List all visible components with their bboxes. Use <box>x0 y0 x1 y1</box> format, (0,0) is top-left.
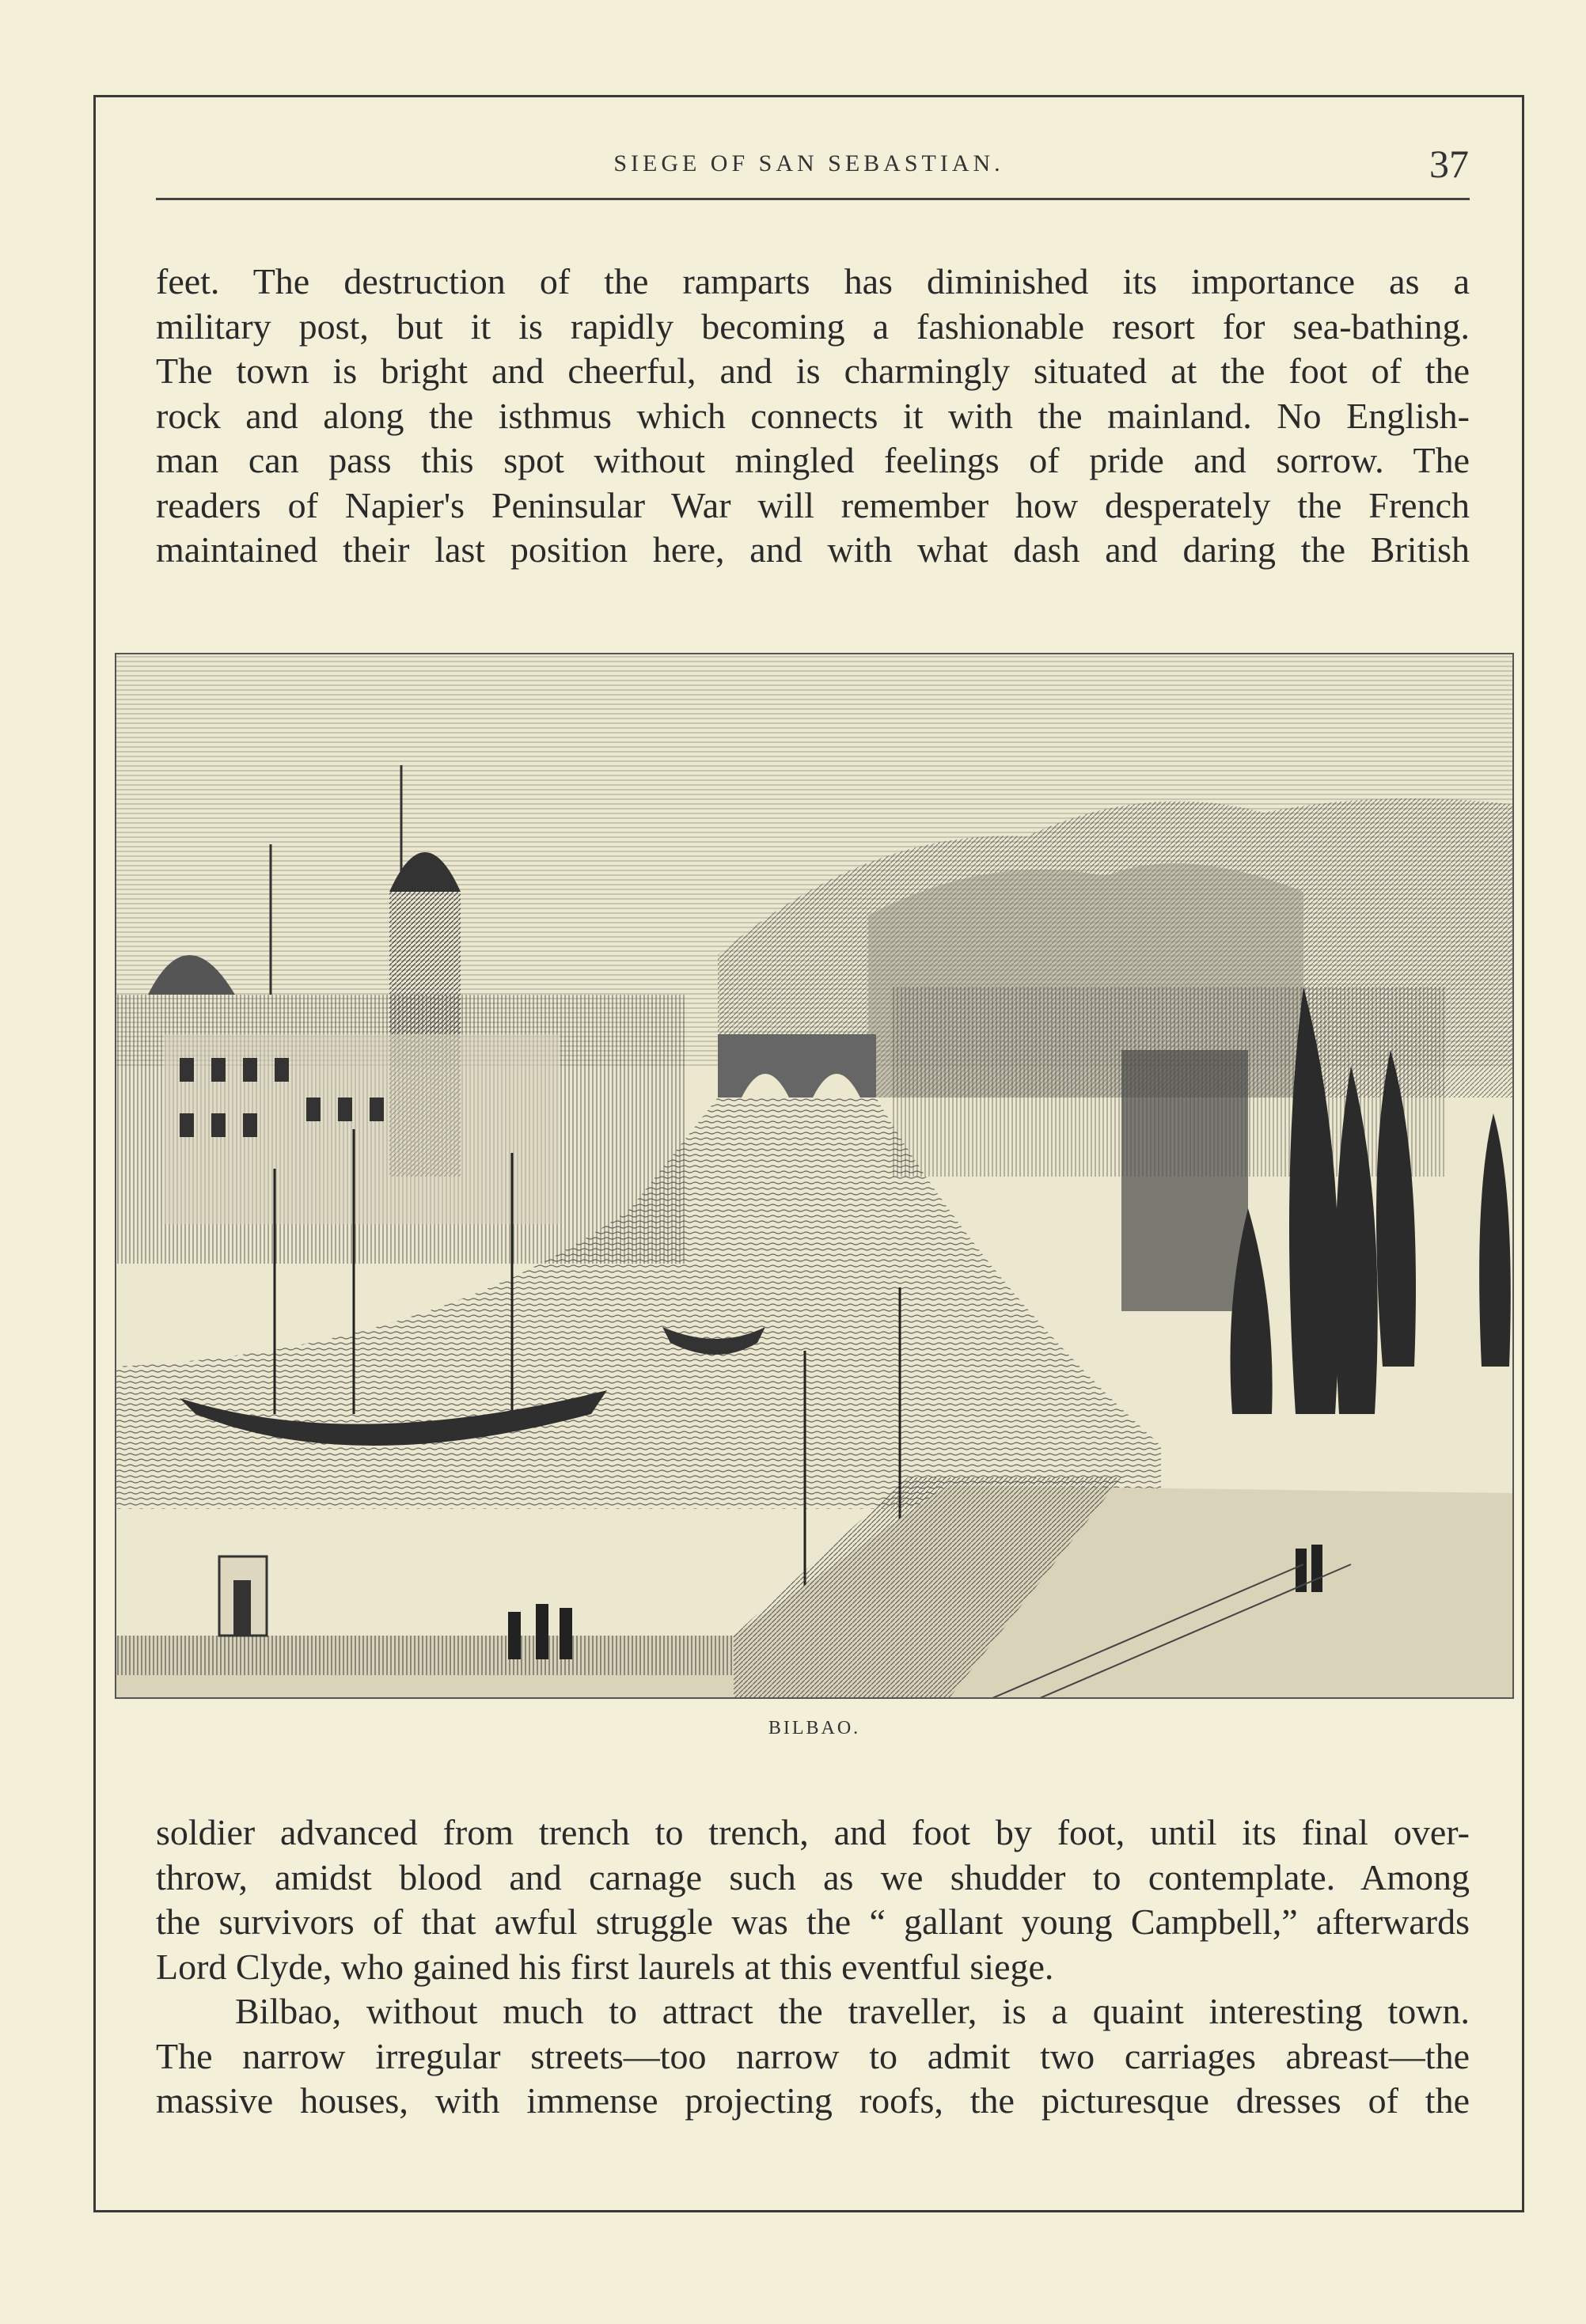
running-head <box>93 141 1524 188</box>
page-number: 37 <box>1429 142 1469 186</box>
text-line: readers of Napier's Peninsular War will remember how desperately the French <box>156 484 1470 525</box>
text-line: The narrow irregular streets—too narrow to admit two carriages abreast—the <box>156 2035 1470 2076</box>
text-line: soldier advanced from trench to trench, and foot by foot, until its final over- <box>156 1812 1470 1852</box>
bottom-paragraph <box>156 1810 1470 2124</box>
text-line: feet. The destruction of the ramparts has diminished its importance as a <box>156 261 1470 301</box>
engraving-bilbao <box>115 653 1514 1699</box>
text-line: Bilbao, without much to attract the traveller, is a quaint interesting town. <box>235 1991 1470 2031</box>
text-line: the survivors of that awful struggle was the “ gallant young Campbell,” afterwards <box>156 1901 1470 1942</box>
engraving-illustration <box>116 654 1514 1699</box>
running-head-title: SIEGE OF SAN SEBASTIAN. <box>613 150 1004 176</box>
text-line: maintained their last position here, and with what dash and daring the British <box>156 529 1470 570</box>
text-line: Lord Clyde, who gained his first laurels at this eventful siege. <box>156 1946 1054 1987</box>
header-rule <box>156 198 1470 200</box>
text-line: massive houses, with immense projecting roofs, the picturesque dresses of the <box>156 2080 1470 2121</box>
text-line: throw, amidst blood and carnage such as we shudder to contemplate. Among <box>156 1856 1470 1897</box>
text-line: The town is bright and cheerful, and is charmingly situated at the foot of the <box>156 351 1470 391</box>
text-line: man can pass this spot without mingled feelings of pride and sorrow. The <box>156 440 1470 480</box>
figure-caption: BILBAO. <box>768 1718 861 1738</box>
top-paragraph <box>156 260 1470 573</box>
text-line: rock and along the isthmus which connects it with the mainland. No English- <box>156 395 1470 436</box>
text-line: military post, but it is rapidly becoming a fashionable resort for sea-bathing. <box>156 305 1470 347</box>
